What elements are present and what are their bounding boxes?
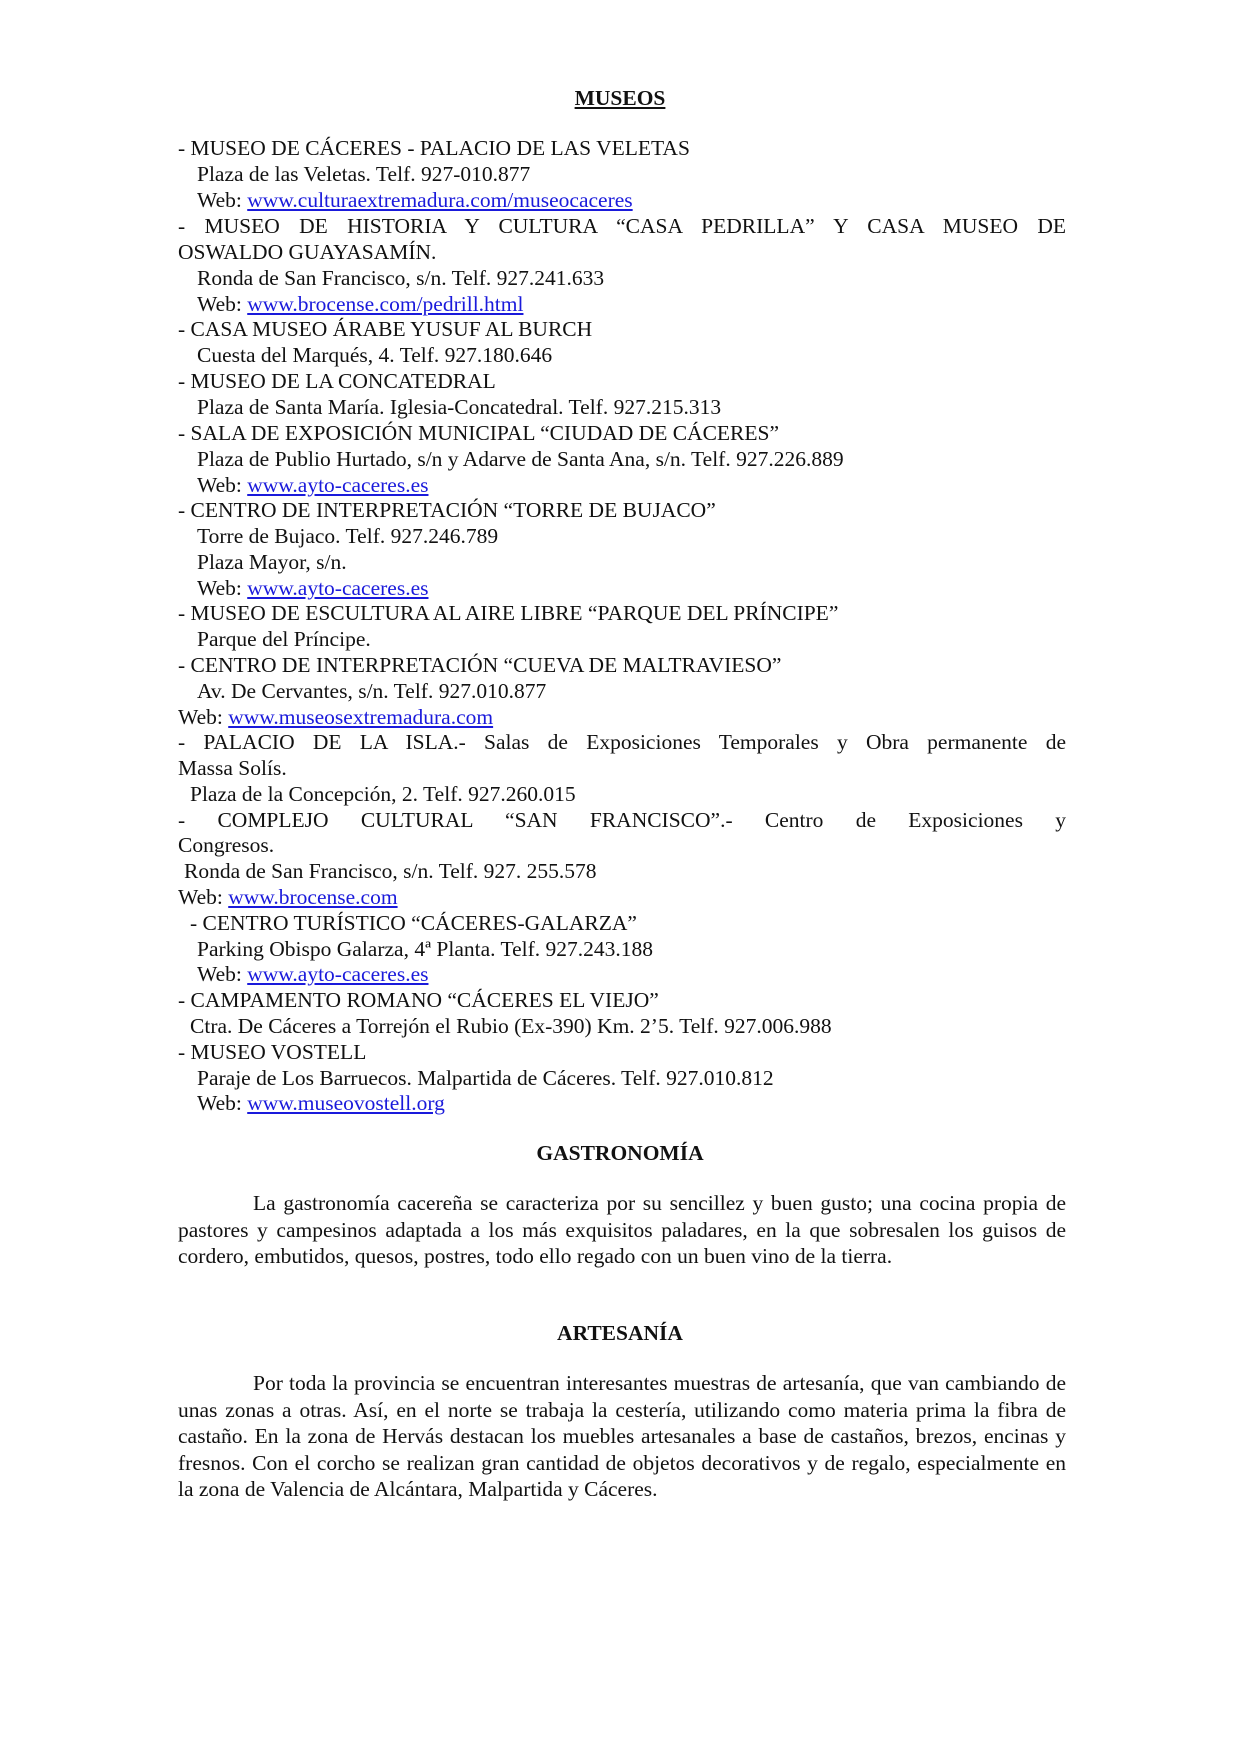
museum-web: Web: www.ayto-caceres.es — [197, 576, 429, 600]
museum-web: Web: www.brocense.com/pedrill.html — [197, 292, 524, 316]
museum-entry-title: - SALA DE EXPOSICIÓN MUNICIPAL “CIUDAD DE CÁCERES” — [178, 421, 780, 445]
museum-web: Web: www.brocense.com — [178, 885, 398, 909]
museum-web: Web: www.museovostell.org — [197, 1091, 445, 1115]
gastronomia-paragraph: La gastronomía cacereña se caracteriza por su sencillez y buen gusto; una cocina propia de pastores y campesinos adaptada a los más exquisitos paladares, en la que sobresalen los guisos de cordero, embutidos, quesos, postres, todo ello regado con un buen vino de la tierra. — [178, 1191, 1066, 1268]
museum-entry-title: - MUSEO DE CÁCERES - PALACIO DE LAS VELETAS — [178, 136, 690, 160]
museum-entry-title-cont: Massa Solís. — [178, 756, 287, 780]
museum-address: Plaza de Publio Hurtado, s/n y Adarve de Santa Ana, s/n. Telf. 927.226.889 — [197, 447, 844, 471]
web-link[interactable]: www.ayto-caceres.es — [247, 962, 429, 986]
museum-address: Plaza de la Concepción, 2. Telf. 927.260.015 — [190, 782, 576, 806]
museum-entry-title: - MUSEO VOSTELL — [178, 1040, 367, 1064]
museum-address: Torre de Bujaco. Telf. 927.246.789 — [197, 524, 499, 548]
museum-entry-title: - CENTRO DE INTERPRETACIÓN “CUEVA DE MALTRAVIESO” — [178, 653, 782, 677]
museum-web: Web: www.culturaextremadura.com/museocaceres — [197, 188, 633, 212]
artesania-paragraph: Por toda la provincia se encuentran interesantes muestras de artesanía, que van cambiando de unas zonas a otras. Así, en el norte se trabaja la cestería, utilizando como materia prima la fibra de castaño. En la zona de Hervás destacan los muebles artesanales a base de castaños, brezos, encinas y fresnos. Con el corcho se realizan gran cantidad de objetos decorativos y de regalo, especialmente en la zona de Valencia de Alcántara, Malpartida y Cáceres. — [178, 1371, 1066, 1501]
museum-entry-title: - CENTRO DE INTERPRETACIÓN “TORRE DE BUJACO” — [178, 498, 716, 522]
museum-entry-title: - COMPLEJO CULTURAL “SAN FRANCISCO”.- Centro de Exposiciones y — [178, 808, 1066, 832]
museum-entry-title-cont: OSWALDO GUAYASAMÍN. — [178, 240, 437, 264]
museum-entry-title: - MUSEO DE ESCULTURA AL AIRE LIBRE “PARQUE DEL PRÍNCIPE” — [178, 601, 839, 625]
museos-heading: MUSEOS — [574, 86, 666, 110]
museum-address: Parking Obispo Galarza, 4ª Planta. Telf. 927.243.188 — [197, 937, 654, 961]
museum-web: Web: www.museosextremadura.com — [178, 705, 494, 729]
museum-web: Web: www.ayto-caceres.es — [197, 962, 429, 986]
museum-address: Paraje de Los Barruecos. Malpartida de Cáceres. Telf. 927.010.812 — [197, 1066, 774, 1090]
museum-address: Plaza de Santa María. Iglesia-Concatedral. Telf. 927.215.313 — [197, 395, 722, 419]
web-link[interactable]: www.culturaextremadura.com/museocaceres — [247, 188, 633, 212]
museum-entry-title: - MUSEO DE LA CONCATEDRAL — [178, 369, 496, 393]
museum-entry-title: - CAMPAMENTO ROMANO “CÁCERES EL VIEJO” — [178, 988, 659, 1012]
web-link[interactable]: www.brocense.com/pedrill.html — [247, 292, 524, 316]
museum-address: Ronda de San Francisco, s/n. Telf. 927. 255.578 — [184, 859, 597, 883]
museum-address: Av. De Cervantes, s/n. Telf. 927.010.877 — [197, 679, 547, 703]
museum-address: Plaza Mayor, s/n. — [197, 550, 347, 574]
web-link[interactable]: www.brocense.com — [228, 885, 398, 909]
museum-address: Ctra. De Cáceres a Torrejón el Rubio (Ex-390) Km. 2’5. Telf. 927.006.988 — [190, 1014, 832, 1038]
museum-address: Plaza de las Veletas. Telf. 927-010.877 — [197, 162, 531, 186]
museum-entry-title: - CENTRO TURÍSTICO “CÁCERES-GALARZA” — [190, 911, 637, 935]
artesania-heading: ARTESANÍA — [557, 1321, 683, 1345]
museum-entry-title: - MUSEO DE HISTORIA Y CULTURA “CASA PEDRILLA” Y CASA MUSEO DE — [178, 214, 1066, 238]
museum-address: Ronda de San Francisco, s/n. Telf. 927.241.633 — [197, 266, 605, 290]
web-link[interactable]: www.museovostell.org — [247, 1091, 445, 1115]
web-link[interactable]: www.museosextremadura.com — [228, 705, 494, 729]
web-link[interactable]: www.ayto-caceres.es — [247, 473, 429, 497]
museum-web: Web: www.ayto-caceres.es — [197, 473, 429, 497]
museum-address: Cuesta del Marqués, 4. Telf. 927.180.646 — [197, 343, 553, 367]
museum-address: Parque del Príncipe. — [197, 627, 371, 651]
museum-entry-title: - PALACIO DE LA ISLA.- Salas de Exposiciones Temporales y Obra permanente de — [178, 730, 1066, 754]
web-link[interactable]: www.ayto-caceres.es — [247, 576, 429, 600]
museum-entry-title-cont: Congresos. — [178, 833, 275, 857]
museum-entry-title: - CASA MUSEO ÁRABE YUSUF AL BURCH — [178, 317, 593, 341]
gastronomia-heading: GASTRONOMÍA — [536, 1141, 704, 1165]
